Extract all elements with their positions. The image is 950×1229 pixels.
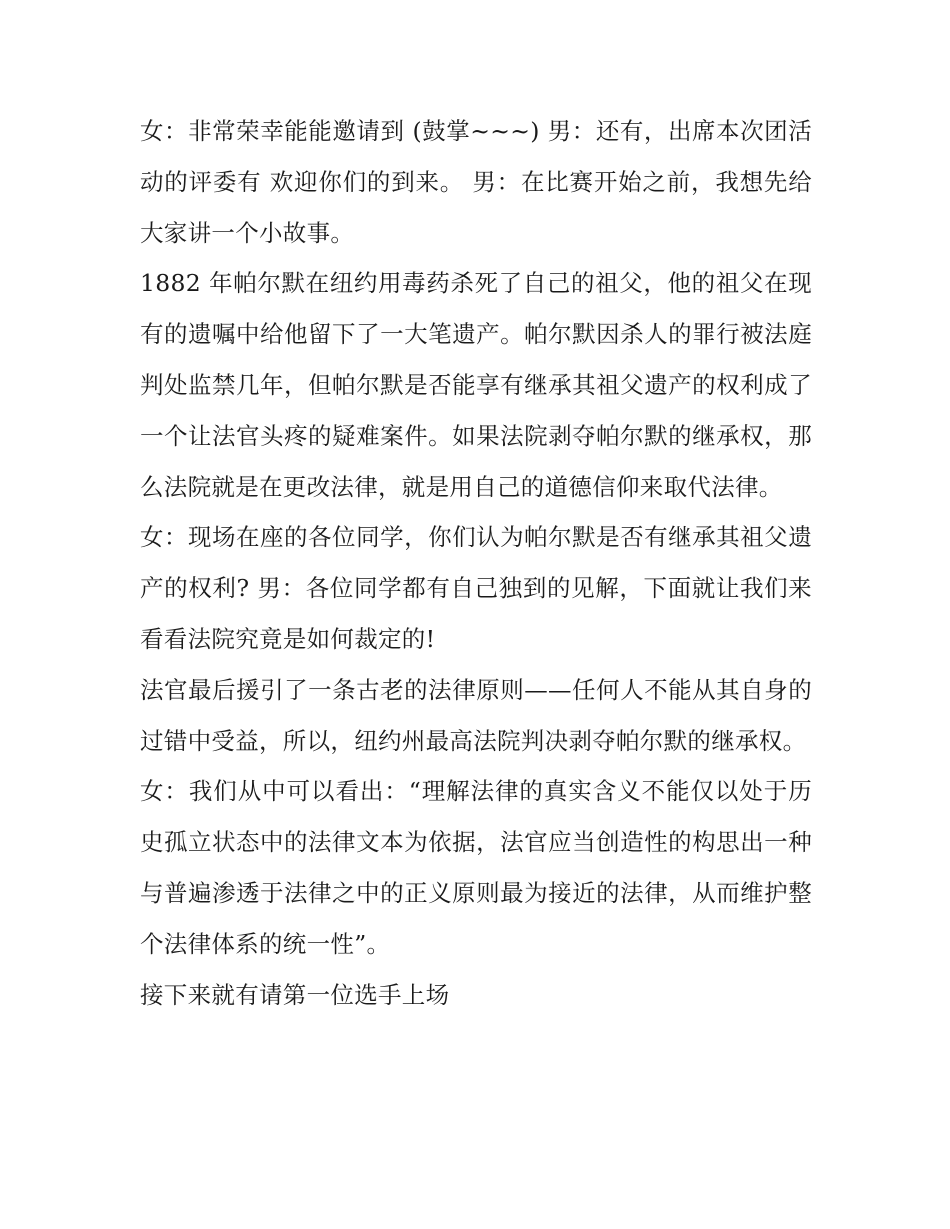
paragraph-court-ruling: 法官最后援引了一条古老的法律原则——任何人不能从其自身的过错中受益，所以，纽约州最高法院判决剥夺帕尔默的继承权。 xyxy=(140,675,812,755)
document-body xyxy=(140,106,812,1020)
paragraph-first-contestant: 接下来就有请第一位选手上场 xyxy=(140,980,450,1009)
paragraph-legal-principle: 女：我们从中可以看出：“理解法律的真实含义不能仅以处于历史孤立状态中的法律文本为依据，法官应当创造性的构思出一种与普遍渗透于法律之中的正义原则最为接近的法律，从而维护整个法律体系的统一性”。 xyxy=(140,777,812,958)
paragraph-audience-question: 女：现场在座的各位同学，你们认为帕尔默是否有继承其祖父遗产的权利? 男：各位同学都有自己独到的见解，下面就让我们来看看法院究竟是如何裁定的! xyxy=(140,523,812,653)
paragraph-opening-dialogue: 女：非常荣幸能能邀请到 (鼓掌~~~) 男：还有，出席本次团活动的评委有 欢迎你们的到来。 男：在比赛开始之前，我想先给大家讲一个小故事。 xyxy=(140,117,812,247)
paragraph-palmer-story: 1882 年帕尔默在纽约用毒药杀死了自己的祖父，他的祖父在现有的遗嘱中给他留下了一大笔遗产。帕尔默因杀人的罪行被法庭判处监禁几年，但帕尔默是否能享有继承其祖父遗产的权利成了一个让法官头疼的疑难案件。如果法院剥夺帕尔默的继承权，那么法院就是在更改法律，就是用自己的道德信仰来取代法律。 xyxy=(140,269,812,501)
